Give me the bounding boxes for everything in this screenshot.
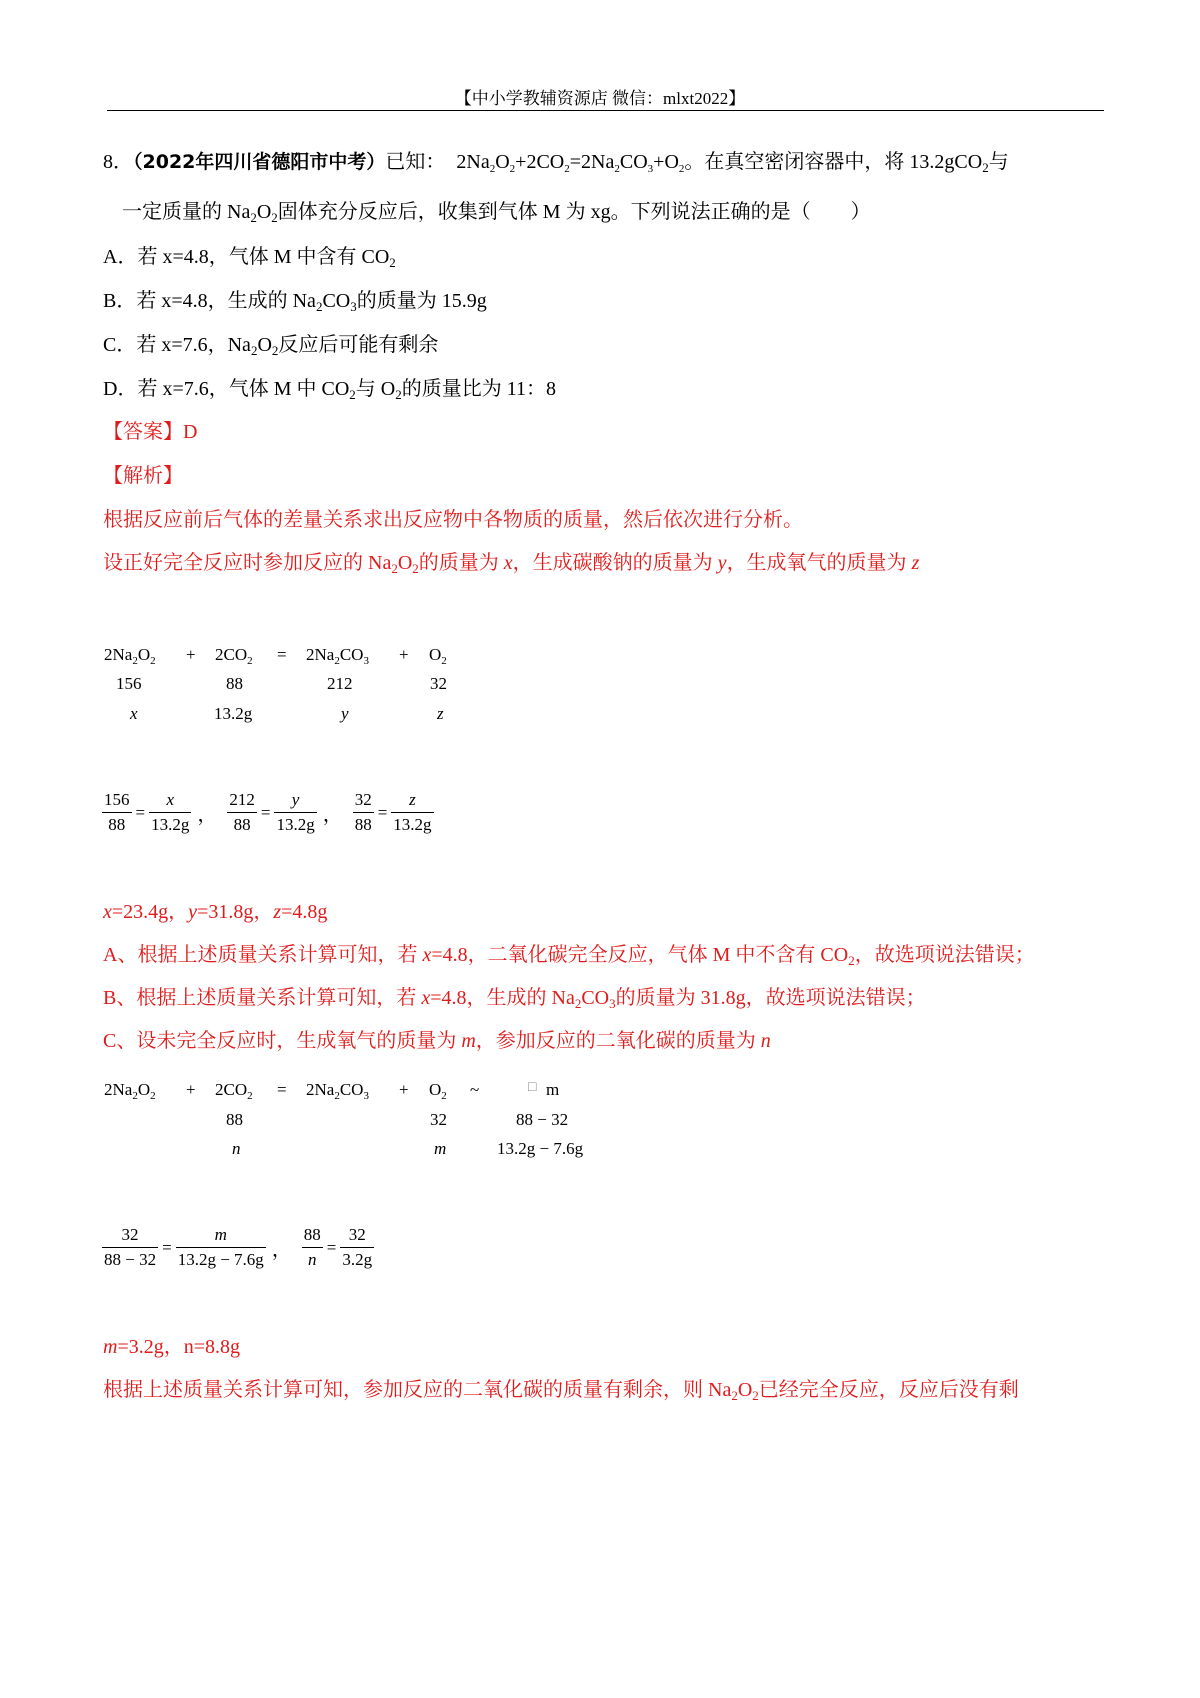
- analysis-label: 【解析】: [103, 465, 183, 487]
- t2-row1: $2Na_2O_2$ + $2CO_2$ = $2Na_2CO_3$ + $O_2$ ~ □ m: [104, 1080, 560, 1102]
- t1-row1: $2Na_2O_2$ + $2CO_2$ = $2Na_2CO_3$ + $O_2$: [104, 645, 447, 667]
- question-stem: 8．（2022年四川省德阳市中考）已知： $2Na_2O_2+2CO_2=2Na_2CO_3+O_2$。在真空密闭容器中，将 13.2gCO$_2$与: [103, 151, 1009, 175]
- t2-row2: 88 32 88 − 32: [226, 1110, 569, 1129]
- t1-row2: 156 88 212 32: [116, 674, 447, 693]
- delta-placeholder-icon: □: [528, 1080, 537, 1095]
- analysis-option-b: B、根据上述质量关系计算可知，若 x=4.8，生成的 $Na_2CO_3$的质量为 31.8g，故选项说法错误；: [103, 987, 926, 1011]
- frac-156-88: $\frac{156}{88}$: [104, 790, 130, 834]
- stem-prefix: 已知：: [385, 151, 446, 173]
- option-c: C．若 x=7.6，$Na_2O_2$反应后可能有剩余: [103, 334, 439, 358]
- result-2: m=3.2g，n=8.8g: [103, 1336, 241, 1358]
- frac-88-n: $\frac{88}{n}$: [303, 1225, 321, 1269]
- option-b: B．若 x=4.8，生成的 $Na_2CO_3$的质量为 15.9g: [103, 290, 487, 314]
- fractions-2: $\frac{32}{88 - 32}$ = $\frac{m}{13.2g - 7.6g}$ ， $\frac{88}{n}$ = $\frac{32}{3.2g}$: [104, 1225, 373, 1269]
- page-header: 【中小学教辅资源店 微信：mlxt2022】: [454, 89, 746, 108]
- reaction-equation: $2Na_2O_2+2CO_2=2Na_2CO_3+O_2$: [456, 151, 685, 175]
- frac-212-88: $\frac{212}{88}$: [229, 790, 255, 834]
- answer-label: 【答案】D: [103, 421, 198, 443]
- question-stem-line2: 一定质量的 $Na_2O_2$固体充分反应后，收集到气体 M 为 xg。下列说法正确的是（ ）: [122, 201, 871, 225]
- question-number: 8．: [103, 151, 133, 173]
- analysis-option-c: C、设未完全反应时，生成氧气的质量为 m，参加反应的二氧化碳的质量为 n: [103, 1030, 771, 1052]
- analysis-last-line: 根据上述质量关系计算可知，参加反应的二氧化碳的质量有剩余，则 $Na_2O_2$已经完全反应，反应后没有剩: [103, 1379, 1019, 1403]
- analysis-line2: 设正好完全反应时参加反应的 $Na_2O_2$的质量为 x，生成碳酸钠的质量为 y，生成氧气的质量为 z: [103, 552, 920, 576]
- frac-32-88: $\frac{32}{88}$: [354, 790, 372, 834]
- question-source: （2022年四川省德阳市中考）: [133, 151, 386, 173]
- analysis-option-a: A、根据上述质量关系计算可知，若 x=4.8，二氧化碳完全反应，气体 M 中不含有 $CO_2$，故选项说法错误；: [103, 944, 1035, 968]
- option-a: A．若 x=4.8，气体 M 中含有 $CO_2$: [103, 246, 396, 270]
- result-1: x=23.4g，y=31.8g，z=4.8g: [103, 901, 328, 923]
- t1-row3: x 13.2g y z: [130, 704, 444, 723]
- frac-32-56: $\frac{32}{88 - 32}$: [104, 1225, 157, 1269]
- analysis-line1: 根据反应前后气体的差量关系求出反应物中各物质的质量，然后依次进行分析。: [103, 509, 803, 531]
- header-rule: [107, 110, 1104, 111]
- fractions-1: $\frac{156}{88}$ = $\frac{x}{13.2g}$ ， $\frac{212}{88}$ = $\frac{y}{13.2g}$ ， $\frac{32}{88}$ = $\frac{z}{13.2g}$: [104, 790, 432, 834]
- option-d: D．若 x=7.6，气体 M 中 $CO_2$与 $O_2$的质量比为 11：8: [103, 378, 557, 402]
- t2-row3: n m 13.2g − 7.6g: [232, 1139, 584, 1158]
